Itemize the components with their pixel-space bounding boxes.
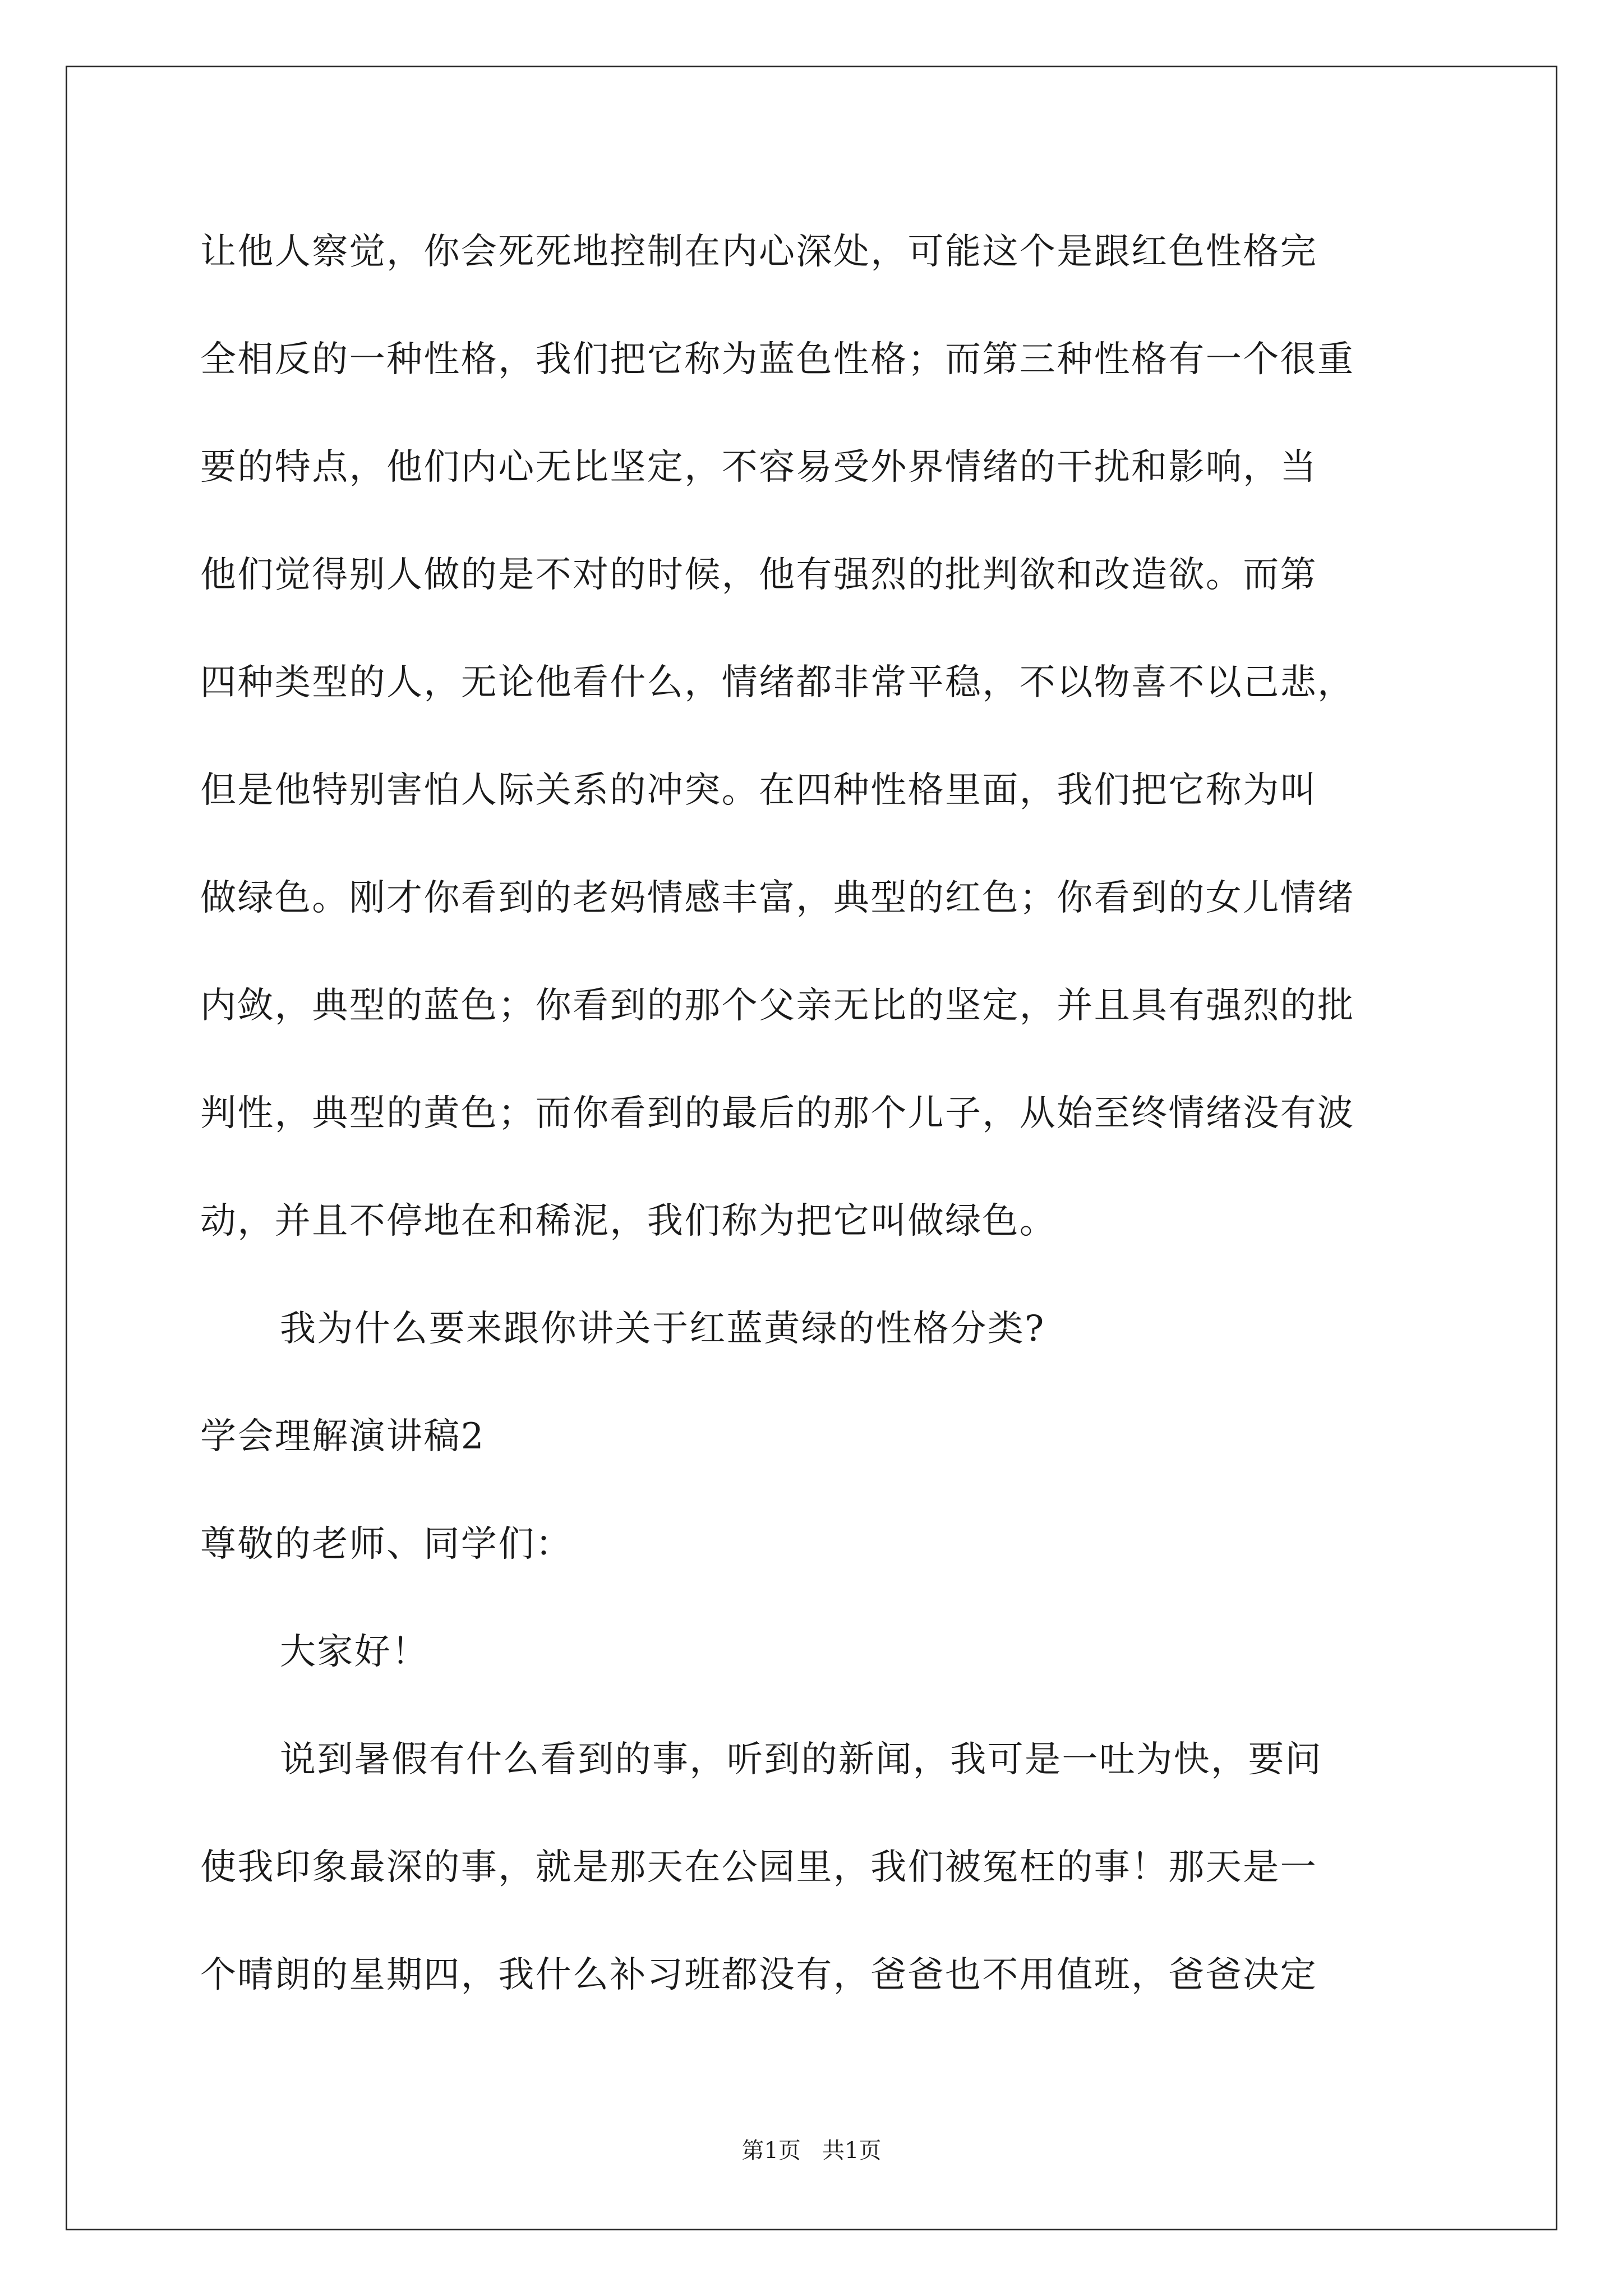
story-line: 个晴朗的星期四，我什么补习班都没有，爸爸也不用值班，爸爸决定 [200,1954,1317,1996]
paragraph-line: 内敛，典型的蓝色；你看到的那个父亲无比的坚定，并且具有强烈的批 [200,985,1355,1027]
paragraph-line: 他们觉得别人做的是不对的时候，他有强烈的批判欲和改造欲。而第 [200,554,1317,596]
question-line: 我为什么要来跟你讲关于红蓝黄绿的性格分类? [280,1308,1045,1350]
story-line: 使我印象最深的事，就是那天在公园里，我们被冤枉的事！那天是一 [200,1847,1317,1888]
paragraph-line: 要的特点，他们内心无比坚定，不容易受外界情绪的干扰和影响，当 [200,447,1317,488]
paragraph-line: 动，并且不停地在和稀泥，我们称为把它叫做绿色。 [200,1200,1057,1242]
page-number-footer: 第1页 共1页 [741,2138,882,2164]
paragraph-line: 全相反的一种性格，我们把它称为蓝色性格；而第三种性格有一个很重 [200,339,1355,380]
paragraph-line: 判性，典型的黄色；而你看到的最后的那个儿子，从始至终情绪没有波 [200,1093,1355,1134]
paragraph-line: 做绿色。刚才你看到的老妈情感丰富，典型的红色；你看到的女儿情绪 [200,877,1355,919]
paragraph-line: 让他人察觉，你会死死地控制在内心深处，可能这个是跟红色性格完 [200,231,1317,273]
paragraph-line: 但是他特别害怕人际关系的冲突。在四种性格里面，我们把它称为叫 [200,770,1317,811]
paragraph-line: 四种类型的人，无论他看什么，情绪都非常平稳，不以物喜不以己悲， [200,662,1355,703]
salutation-line: 尊敬的老师、同学们： [200,1524,573,1565]
greeting-line: 大家好！ [280,1631,429,1673]
story-line: 说到暑假有什么看到的事，听到的新闻，我可是一吐为快，要问 [280,1739,1323,1780]
section-heading: 学会理解演讲稿2 [200,1416,485,1457]
page-border [66,66,1557,2230]
